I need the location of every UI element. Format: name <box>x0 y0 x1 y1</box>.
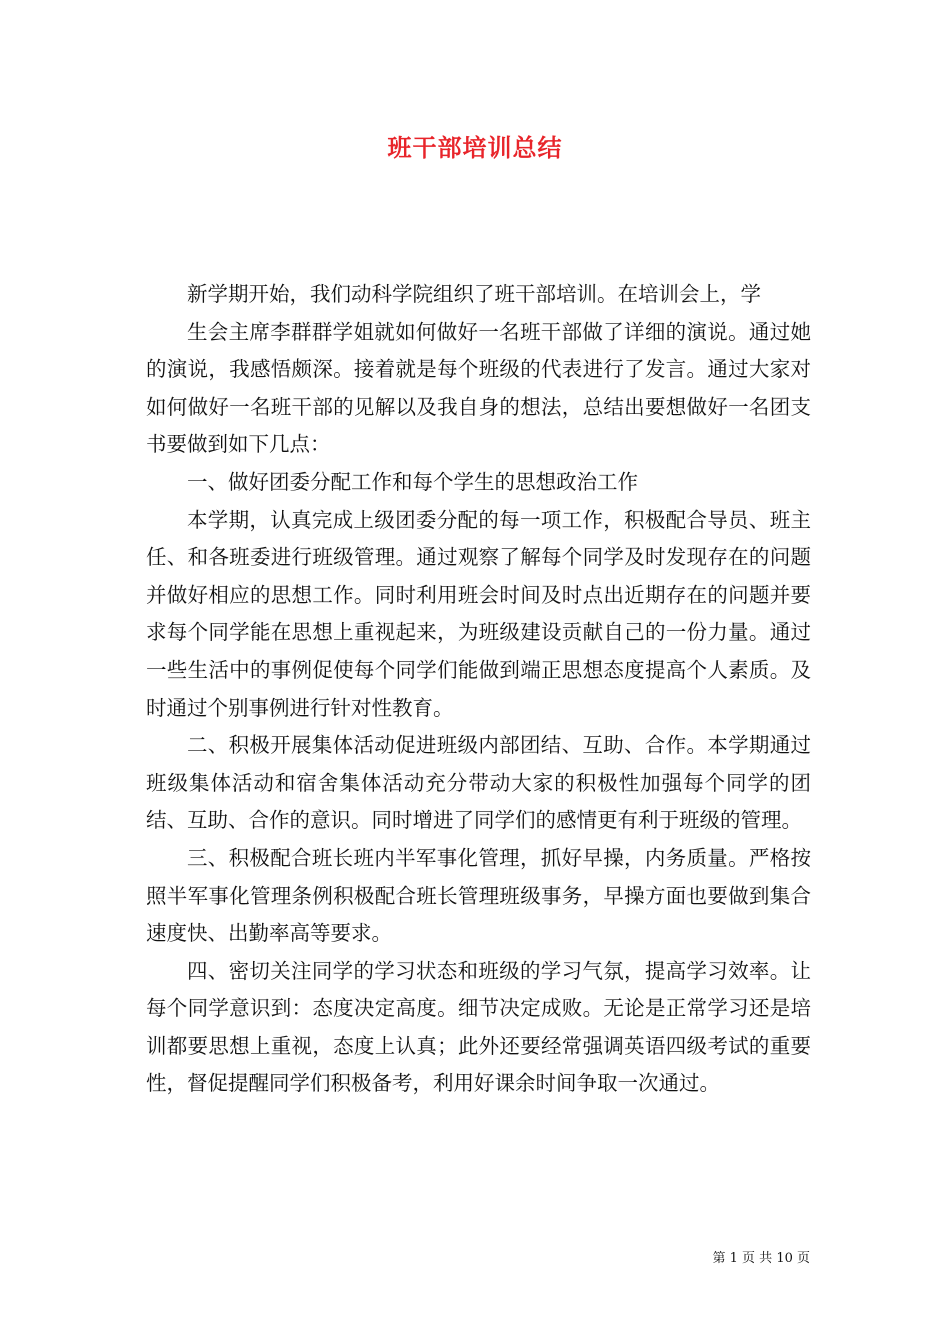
paragraph-section-four: 四、密切关注同学的学习状态和班级的学习气氛，提高学习效率。让每个同学意识到：态度决定高度。细节决定成败。无论是正常学习还是培训都要思想上重视，态度上认真；此外还要经常强调英语四级考试的重要性，督促提醒同学们积极备考，利用好课余时间争取一次通过。 <box>146 958 811 1096</box>
paragraph-section-three: 三、积极配合班长班内半军事化管理，抓好早操，内务质量。严格按照半军事化管理条例积极配合班长管理班级事务，早操方面也要做到集合速度快、出勤率高等要求。 <box>146 845 811 946</box>
paragraph-section-one: 本学期，认真完成上级团委分配的每一项工作，积极配合导员、班主任、和各班委进行班级管理。通过观察了解每个同学及时发现存在的问题并做好相应的思想工作。同时利用班会时间及时点出近期存在的问题并要求每个同学能在思想上重视起来，为班级建设贡献自己的一份力量。通过一些生活中的事例促使每个同学们能做到端正思想态度提高个人素质。及时通过个别事例进行针对性教育。 <box>146 507 811 720</box>
document-title: 班干部培训总结 <box>387 133 563 162</box>
paragraph-intro: 生会主席李群群学姐就如何做好一名班干部做了详细的演说。通过她的演说，我感悟颇深。接着就是每个班级的代表进行了发言。通过大家对如何做好一名班干部的见解以及我自身的想法，总结出要想做好一名团支书要做到如下几点： <box>146 319 811 457</box>
document-body <box>146 276 811 1103</box>
paragraph-heading-one: 一、做好团委分配工作和每个学生的思想政治工作 <box>187 469 638 494</box>
paragraph-intro-first-line: 新学期开始，我们动科学院组织了班干部培训。在培训会上，学 <box>187 282 761 306</box>
paragraph-section-two: 二、积极开展集体活动促进班级内部团结、互助、合作。本学期通过班级集体活动和宿舍集体活动充分带动大家的积极性加强每个同学的团结、互助、合作的意识。同时增进了同学们的感情更有利于班级的管理。 <box>146 733 811 833</box>
page-number-footer: 第 1 页 共 10 页 <box>712 1251 810 1266</box>
